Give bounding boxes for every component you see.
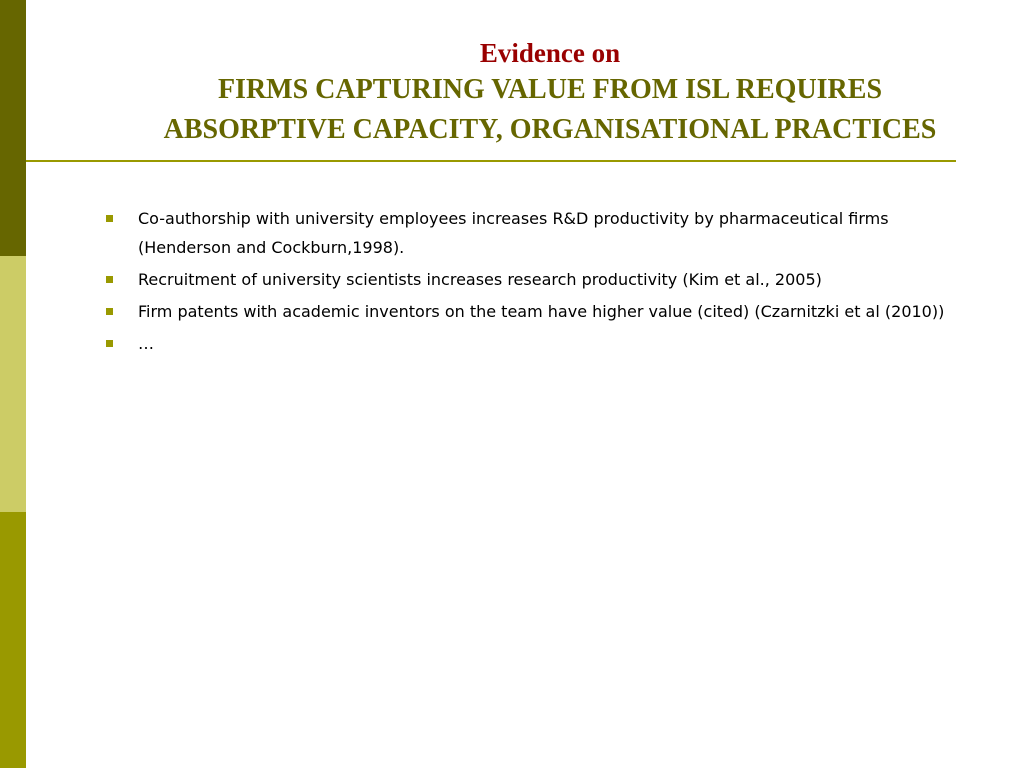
- bullet-text: Firm patents with academic inventors on the team have higher value (cited) (Czarnitzki et al (2010)): [138, 302, 945, 321]
- bullet-text: Recruitment of university scientists increases research productivity (Kim et al., 2005): [138, 270, 822, 289]
- side-accent-bar: [0, 0, 26, 768]
- bullet-text: Co-authorship with university employees increases R&D productivity by pharmaceutical firms (Henderson and Cockburn,1998).: [138, 209, 889, 257]
- title-divider: [26, 160, 956, 162]
- square-bullet-icon: [106, 340, 113, 347]
- side-bar-light-segment: [0, 256, 26, 512]
- bullet-item: [104, 265, 984, 294]
- bullet-list: [104, 204, 984, 361]
- bullet-item: [104, 329, 984, 358]
- title-line-3: ABSORPTIVE CAPACITY, ORGANISATIONAL PRACTICES: [163, 114, 937, 145]
- bullet-item: [104, 297, 984, 326]
- side-bar-mid-segment: [0, 512, 26, 768]
- title-line-1: Evidence on: [479, 38, 621, 68]
- square-bullet-icon: [106, 276, 113, 283]
- square-bullet-icon: [106, 215, 113, 222]
- slide-title: [60, 36, 1024, 150]
- square-bullet-icon: [106, 308, 113, 315]
- title-line-2: FIRMS CAPTURING VALUE FROM ISL REQUIRES: [217, 74, 883, 105]
- bullet-text: …: [138, 334, 154, 353]
- side-bar-dark-segment: [0, 0, 26, 256]
- bullet-item: [104, 204, 984, 262]
